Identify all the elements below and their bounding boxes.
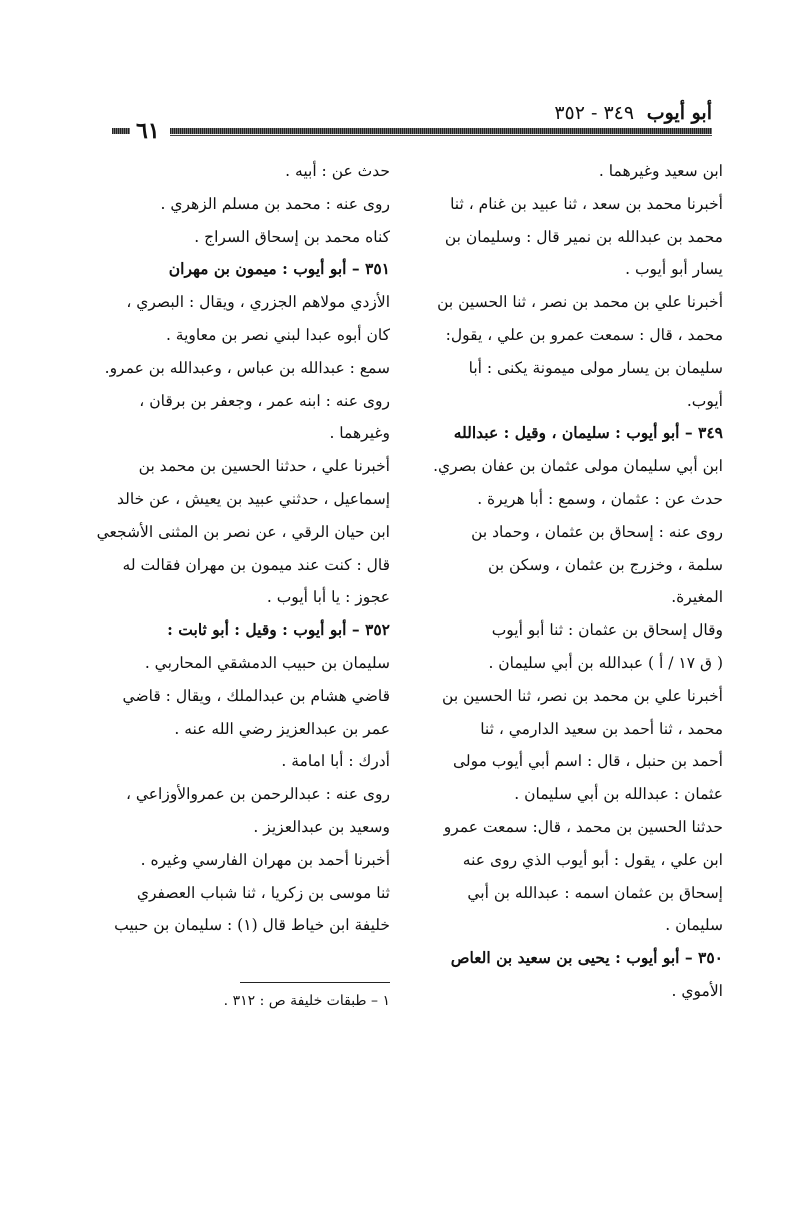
text-line: كان أبوه عبدا لبني نصر بن معاوية . — [165, 325, 390, 344]
text-line: كناه محمد بن إسحاق السراج . — [194, 227, 390, 246]
text-line: الأموي . — [671, 981, 723, 1000]
text-line: وغيرهما . — [329, 424, 390, 443]
text-line: سليمان بن يسار مولى ميمونة يكنى : أبا — [468, 358, 723, 377]
text-line: ٣٥٠ – أبو أيوب : يحيى بن سعيد بن العاص — [450, 948, 723, 968]
text-line: ابن أبي سليمان مولى عثمان بن عفان بصري. — [433, 457, 723, 476]
text-line: عمر بن عبدالعزيز رضي الله عنه . — [174, 719, 390, 738]
page-number-ornament — [112, 128, 130, 134]
text-line: عجوز : يا أبا أيوب . — [266, 588, 390, 607]
text-line: المغيرة. — [671, 588, 723, 607]
text-line: روى عنه : ابنه عمر ، وجعفر بن برقان ، — [139, 391, 390, 410]
footnote-rule — [240, 982, 390, 983]
text-line: سليمان . — [665, 916, 723, 935]
text-line: أيوب. — [686, 391, 723, 410]
page-header — [112, 100, 712, 144]
text-line: أخبرنا محمد بن سعد ، ثنا عبيد بن غنام ، ثنا — [450, 194, 723, 213]
header-rule — [170, 128, 712, 134]
text-line: عثمان : عبدالله بن أبي سليمان . — [514, 785, 723, 804]
text-line: روى عنه : عبدالرحمن بن عمروالأوزاعي ، — [125, 785, 390, 804]
text-line: أخبرنا علي بن محمد بن نصر ، ثنا الحسين بن — [437, 293, 723, 312]
text-line: سلمة ، وخزرج بن عثمان ، وسكن بن — [487, 555, 723, 574]
text-line: روى عنه : إسحاق بن عثمان ، وحماد بن — [471, 522, 723, 541]
text-line: ثنا موسى بن زكريا ، ثنا شباب العصفري — [136, 883, 390, 902]
text-line: أخبرنا علي ، حدثنا الحسين بن محمد بن — [138, 457, 390, 476]
right-text-column — [393, 155, 723, 1008]
entry-range: ٣٤٩ - ٣٥٢ — [554, 102, 635, 124]
text-line: وقال إسحاق بن عثمان : ثنا أبو أيوب — [491, 621, 723, 640]
text-line: حدث عن : عثمان ، وسمع : أبا هريرة . — [477, 489, 723, 508]
text-line: سليمان بن حبيب الدمشقي المحاربي . — [144, 653, 390, 672]
text-line: قال : كنت عند ميمون بن مهران فقالت له — [122, 555, 390, 574]
header-rule-thin — [170, 135, 712, 136]
text-line: يسار أبو أيوب . — [625, 260, 723, 279]
text-line: ابن علي ، يقول : أبو أيوب الذي روى عنه — [462, 850, 723, 869]
text-line: أدرك : أبا امامة . — [281, 752, 390, 771]
footnote: ١ – طبقات خليفة ص : ٣١٢ . — [223, 993, 390, 1009]
text-line: الأزدي مولاهم الجزري ، ويقال : البصري ، — [126, 293, 390, 312]
text-line: حدثنا الحسين بن محمد ، قال: سمعت عمرو — [443, 817, 723, 836]
text-line: سمع : عبدالله بن عباس ، وعبدالله بن عمرو. — [104, 358, 390, 377]
page-number: ٦١ — [136, 118, 160, 144]
text-line: حدث عن : أبيه . — [285, 162, 390, 180]
text-line: محمد ، ثنا أحمد بن سعيد الدارمي ، ثنا — [480, 719, 723, 738]
text-line: محمد ، قال : سمعت عمرو بن علي ، يقول: — [445, 325, 723, 344]
text-line: محمد بن عبدالله بن نمير قال : وسليمان بن — [444, 227, 723, 246]
left-text-column — [92, 155, 390, 942]
text-line: خليفة ابن خياط قال (١) : سليمان بن حبيب — [114, 916, 390, 935]
text-line: ٣٥١ – أبو أيوب : ميمون بن مهران — [168, 259, 390, 279]
text-line: أخبرنا علي بن محمد بن نصر، ثنا الحسين بن — [442, 686, 723, 705]
text-line: ٣٤٩ – أبو أيوب : سليمان ، وقيل : عبدالله — [453, 423, 723, 443]
text-line: إسحاق بن عثمان اسمه : عبدالله بن أبي — [467, 883, 723, 902]
text-line: روى عنه : محمد بن مسلم الزهري . — [160, 194, 390, 213]
running-title — [554, 102, 712, 124]
text-line: أحمد بن حنبل ، قال : اسم أبي أيوب مولى — [452, 752, 723, 771]
running-title-name: أبو أيوب — [646, 102, 712, 124]
text-line: ( ق ١٧ / أ ) عبدالله بن أبي سليمان . — [488, 653, 723, 672]
text-line: ابن سعيد وغيرهما . — [598, 162, 723, 180]
text-line: وسعيد بن عبدالعزيز . — [253, 817, 390, 836]
text-line: أخبرنا أحمد بن مهران الفارسي وغيره . — [140, 850, 390, 869]
text-line: ٣٥٢ – أبو أيوب : وقيل : أبو ثابت : — [167, 620, 390, 640]
text-line: قاضي هشام بن عبدالملك ، ويقال : قاضي — [122, 686, 390, 705]
text-line: إسماعيل ، حدثني عبيد بن يعيش ، عن خالد — [117, 489, 390, 508]
text-line: ابن حيان الرقي ، عن نصر بن المثنى الأشجعي — [96, 522, 390, 541]
